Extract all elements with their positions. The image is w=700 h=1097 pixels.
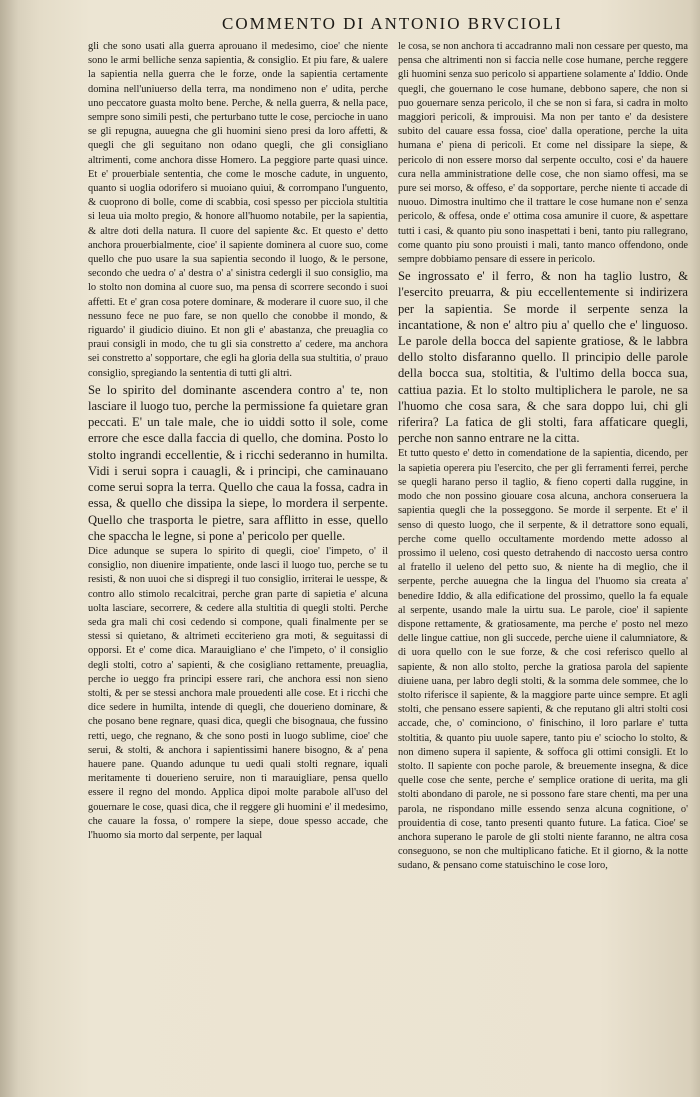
commentary-paragraph: Et tutto questo e' detto in comendatione de la sapientia, dicendo, per la sapietia operera piu l'esercito, che per gli ferramenti ferrei, perche se quegli harano perso il taglio, & fieno coperti dalla ruggine, in modo che non possino giouare cosa alcuna, anchora conseruera la sapientia quegli che la posseggono. Se morde il serpente. Et e' il senso di questo luogo, che il serpente, & il detrattore sono equali, perche come quello occultamente mordendo mette adosso al prossimo il ueleno, cosi questo detrahendo di naccosto uersa contro al fratello il ueleno del petto suo, & niente ha di meglio, che il serpente, perche auuegna che la lingua del l'huomo sia creata a' benedire Iddio, & alla edificatione del prossimo, quello la fa equale al serpente, usando male la uirtu sua. Le parole, cioe' il sapiente dispone rettamente, & gratiosamente, ma perche e' posto nel mezo delle lingue cattiue, non gli succede, perche uiene il calumniatore, & di uora quello con le sue forze, & che cosi referisco quello al sapiente, & non allo stolto, perche la gratiosa parola del sapiente diuiene uana, per labro degli stolti, & la somma dele sommee, che lo stolto riferisce il sapiente, & la maggiore parte uince sempre. Et agli stolti, che pensano essere sapienti, & che reputano gli altri stolti cosi accade, che, o' cominciono, o' finischino, il loro parlare e' tutta stoltitia, & quanto piu uuole sapere, tanto piu e' sciocho lo stolto, & non dimeno supera il sapiente, & soffoca gli ottimi consigli. Et lo stolto. Il sapiente con poche parole, & breuemente insegna, & dice quelle cose che sente, perche e' semplice oratione di uerita, ma gli stolti abondano di parole, ne si possono fare stare chenti, ma per una parola, ne rispondano mille essendo senza alcuna cognitione, o' prouidentia di cose, tanto presenti quanto future. La fatica. Cioe' se anchora superano le parole de gli stolti niente faranno, ne altra cosa conseguono, se non che multiplicano fatiche. Et il giorno, & la notte sudano, & pensano come statuischino le cose loro, bbox=[398, 448, 688, 872]
commentary-paragraph: gli che sono usati alla guerra aprouano il medesimo, cioe' che niente sono le armi belliche senza sapientia, & consiglio. Et piu fare, & ualere la sapientia nella guerra che le forze, onde la sapientia certamente domina nell'uniuerso della terra, ma nondimeno non e' udita, perche uno peccatore guasta molto bene. Perche, & nella guerra, & nella pace, sempre sono simili pesti, che perturbano tutte le cose, percioche in uano se gli repugna, auuegna che gli huomini sieno presi da loro affetti, & quegli che gli seguitano non odano quegli, che gli consigliano altrimenti, come anchora disse Homero. La peggiore parte quasi uince. Et e' prouerbiale sententia, che come le mosche cadute, in unguento, quanto si uoglia odorifero si muoiano quiui, & corrompano l'unguento, & cuoprono di bolle, come di scabbia, cosi spesso per picciola stultitia si leua uia molto pregio, & honore all'huomo notabile, per la sapientia, & altre doti della natura. Il cuore del sapiente &c. Et questo e' detto anchora prouerbialmente, cioe' il sapiente dominera al cuore suo, come quello che puo usare la sua sapientia secondo il luogo, & le persone, secondo che uedra o' a' destra o' a' sinistra cedergli il suo consiglio, ma lo stolto non domina al cuore suo, ma pensa di scorrere secondo i suoi affetti. Et e' gran cosa potere dominare, & moderare il cuore suo, il che nessuno fece ne puo fare, se non quello che conobbe il mondo, & riguardo' il giudicio diuino. Et non gli e' abastanza, che preuaglia co praui consigli in modo, che tu gli sia constretto a' cedere, ma anchora sei constretto a' sopportare, che egli ha gloria della sua stultitia, o' prauo consiglio, spregiando la sententia di tutti gli altri. bbox=[88, 41, 388, 379]
scripture-verse: Se ingrossato e' il ferro, & non ha taglio lustro, & l'esercito preuarra, & piu eccellentemente si indirizera per la sapientia. Se morde il serpente senza la incantatione, & non e' altro piu a' quello che e' linguoso. Le parole della bocca del sapiente gratiose, & le labbra dello stolto disfaranno quello. Il principio delle parole della bocca sua, stoltitia, & l'ultimo della bocca sua, cattiua pazia. Et lo stolto multiplichera le parole, ne sa l'huomo che cosa sara, & che sara doppo lui, chi gli riferira? La fatica de gli stolti, fara affaticare quegli, perche non sanno entrare ne la citta. bbox=[398, 269, 688, 446]
commentary-paragraph: le cosa, se non anchora ti accadranno mali non cessare per questo, ma pensa che altrimenti non si faccia nelle cose humane, perche reggere gli huomini senza suo pericolo si appartiene solamente a' Iddio. Onde quegli, che gouernano le cose humane, debbono sapere, che non si puo gouernare senza pericolo, il che se non si fara, si cadra in molto maggiori pericoli, & improuisi. Ma non per tanto e' da desistere subito del cauare essa fossa, cioe' dalla operatione, perche la uita humana e' piena di pericoli. Et come nel dissipare la siepe, & pericolo di non essere morso dal serpente occulto, cosi e' da hauere cura nella amministratione delle cose, che non siamo offesi, ma se pure sei morso, & offeso, e' da sopportare, perche niente ti accade di nuouo. Dimostra inultimo che il trattare le cose humane non e' senza pericolo, & offesa, onde e' ottima cosa amunire il cuore, & aspettare tutti i casi, & quanto piu sono inaspettati i beni, tanto piu rallegrano, come quanto piu sono prouisti i mali, tanto manco offendono, onde sempre dobbiamo pensare di essere in pericolo. bbox=[398, 41, 688, 266]
running-title: COMMENTO DI ANTONIO BRVCIOLI bbox=[222, 14, 563, 33]
scripture-verse: Se lo spirito del dominante ascendera contro a' te, non lasciare il luogo tuo, perche la permissione fa quietare gran peccati. E' un tale male, che io uiddi sotto il sole, come errore che esce dalla faccia di quello, che domina. Posto lo stolto ingrandi eccellentie, & i ricchi sederanno in humilta. Vidi i serui sopra i cauagli, & i principi, che caminauano come serui sopra la terra. Quello che caua la fossa, cadra in essa, & quello che dissipa la siepe, lo mordera il serpente. Quello che trasporta le pietre, sara afflitto in esse, quello che spaccha le legne, si pone a' pericolo per quelle. bbox=[88, 382, 388, 543]
page-gutter bbox=[0, 0, 18, 1097]
commentary-paragraph: Dice adunque se supera lo spirito di quegli, cioe' l'impeto, o' il consiglio, non diuenire impatiente, onde lasci il luogo tuo, perche se tu resisti, & non uuoi che si dispregi il tuo consiglio, irriterai le uesspe, & contro allo stimolo recalcitrai, perche gran parte di sapietia e' alcuna uolta lasciare, secorrere, & cedere alla stultitia di quegli stolti. Perche seda gra mali chi cosi cedendo si compone, quali finalmente per se stessi si quietano, & altrimeti ecciterieno gra moti, & seguitassi di opporsi. Et e' come dica. Marauigliano e' che l'impeto, o' il consiglio degli stolti, cotro a' sapienti, & che cosigliano rettamente, preuaglia, perche io ueggo fra principi essere rari, che anchora essi non sieno stolti, & per se stessi anchora male prouedenti alle cose. Et i ricchi che dice sedere in humilta, intende di quegli, che douerieno dominare, & che posano bene regnare, quasi dica, quegli che bisognaua, che fussino retti, uego, che regnano, & che sono posti in luogo sublime, cioe' che serui, & stolti, & anchora i sapientissimi hanere bisogno, & a' pena hauere pane. Quando adunque tu uedi quali stolti regnare, iquali meritamente ti douerieno seruire, non ti marauigliare, pensa quello essere il regno del mondo. Applica dipoi molte parabole all'uso del gouernare le cose, quasi dica, che il reggere gli huomini e' il medesimo, che cauare la fossa, o' rompere la siepe, doue spesso accade, che l'huomo sia morto dal serpente, per laqual bbox=[88, 545, 388, 841]
right-column bbox=[398, 40, 688, 874]
left-column bbox=[88, 40, 388, 843]
